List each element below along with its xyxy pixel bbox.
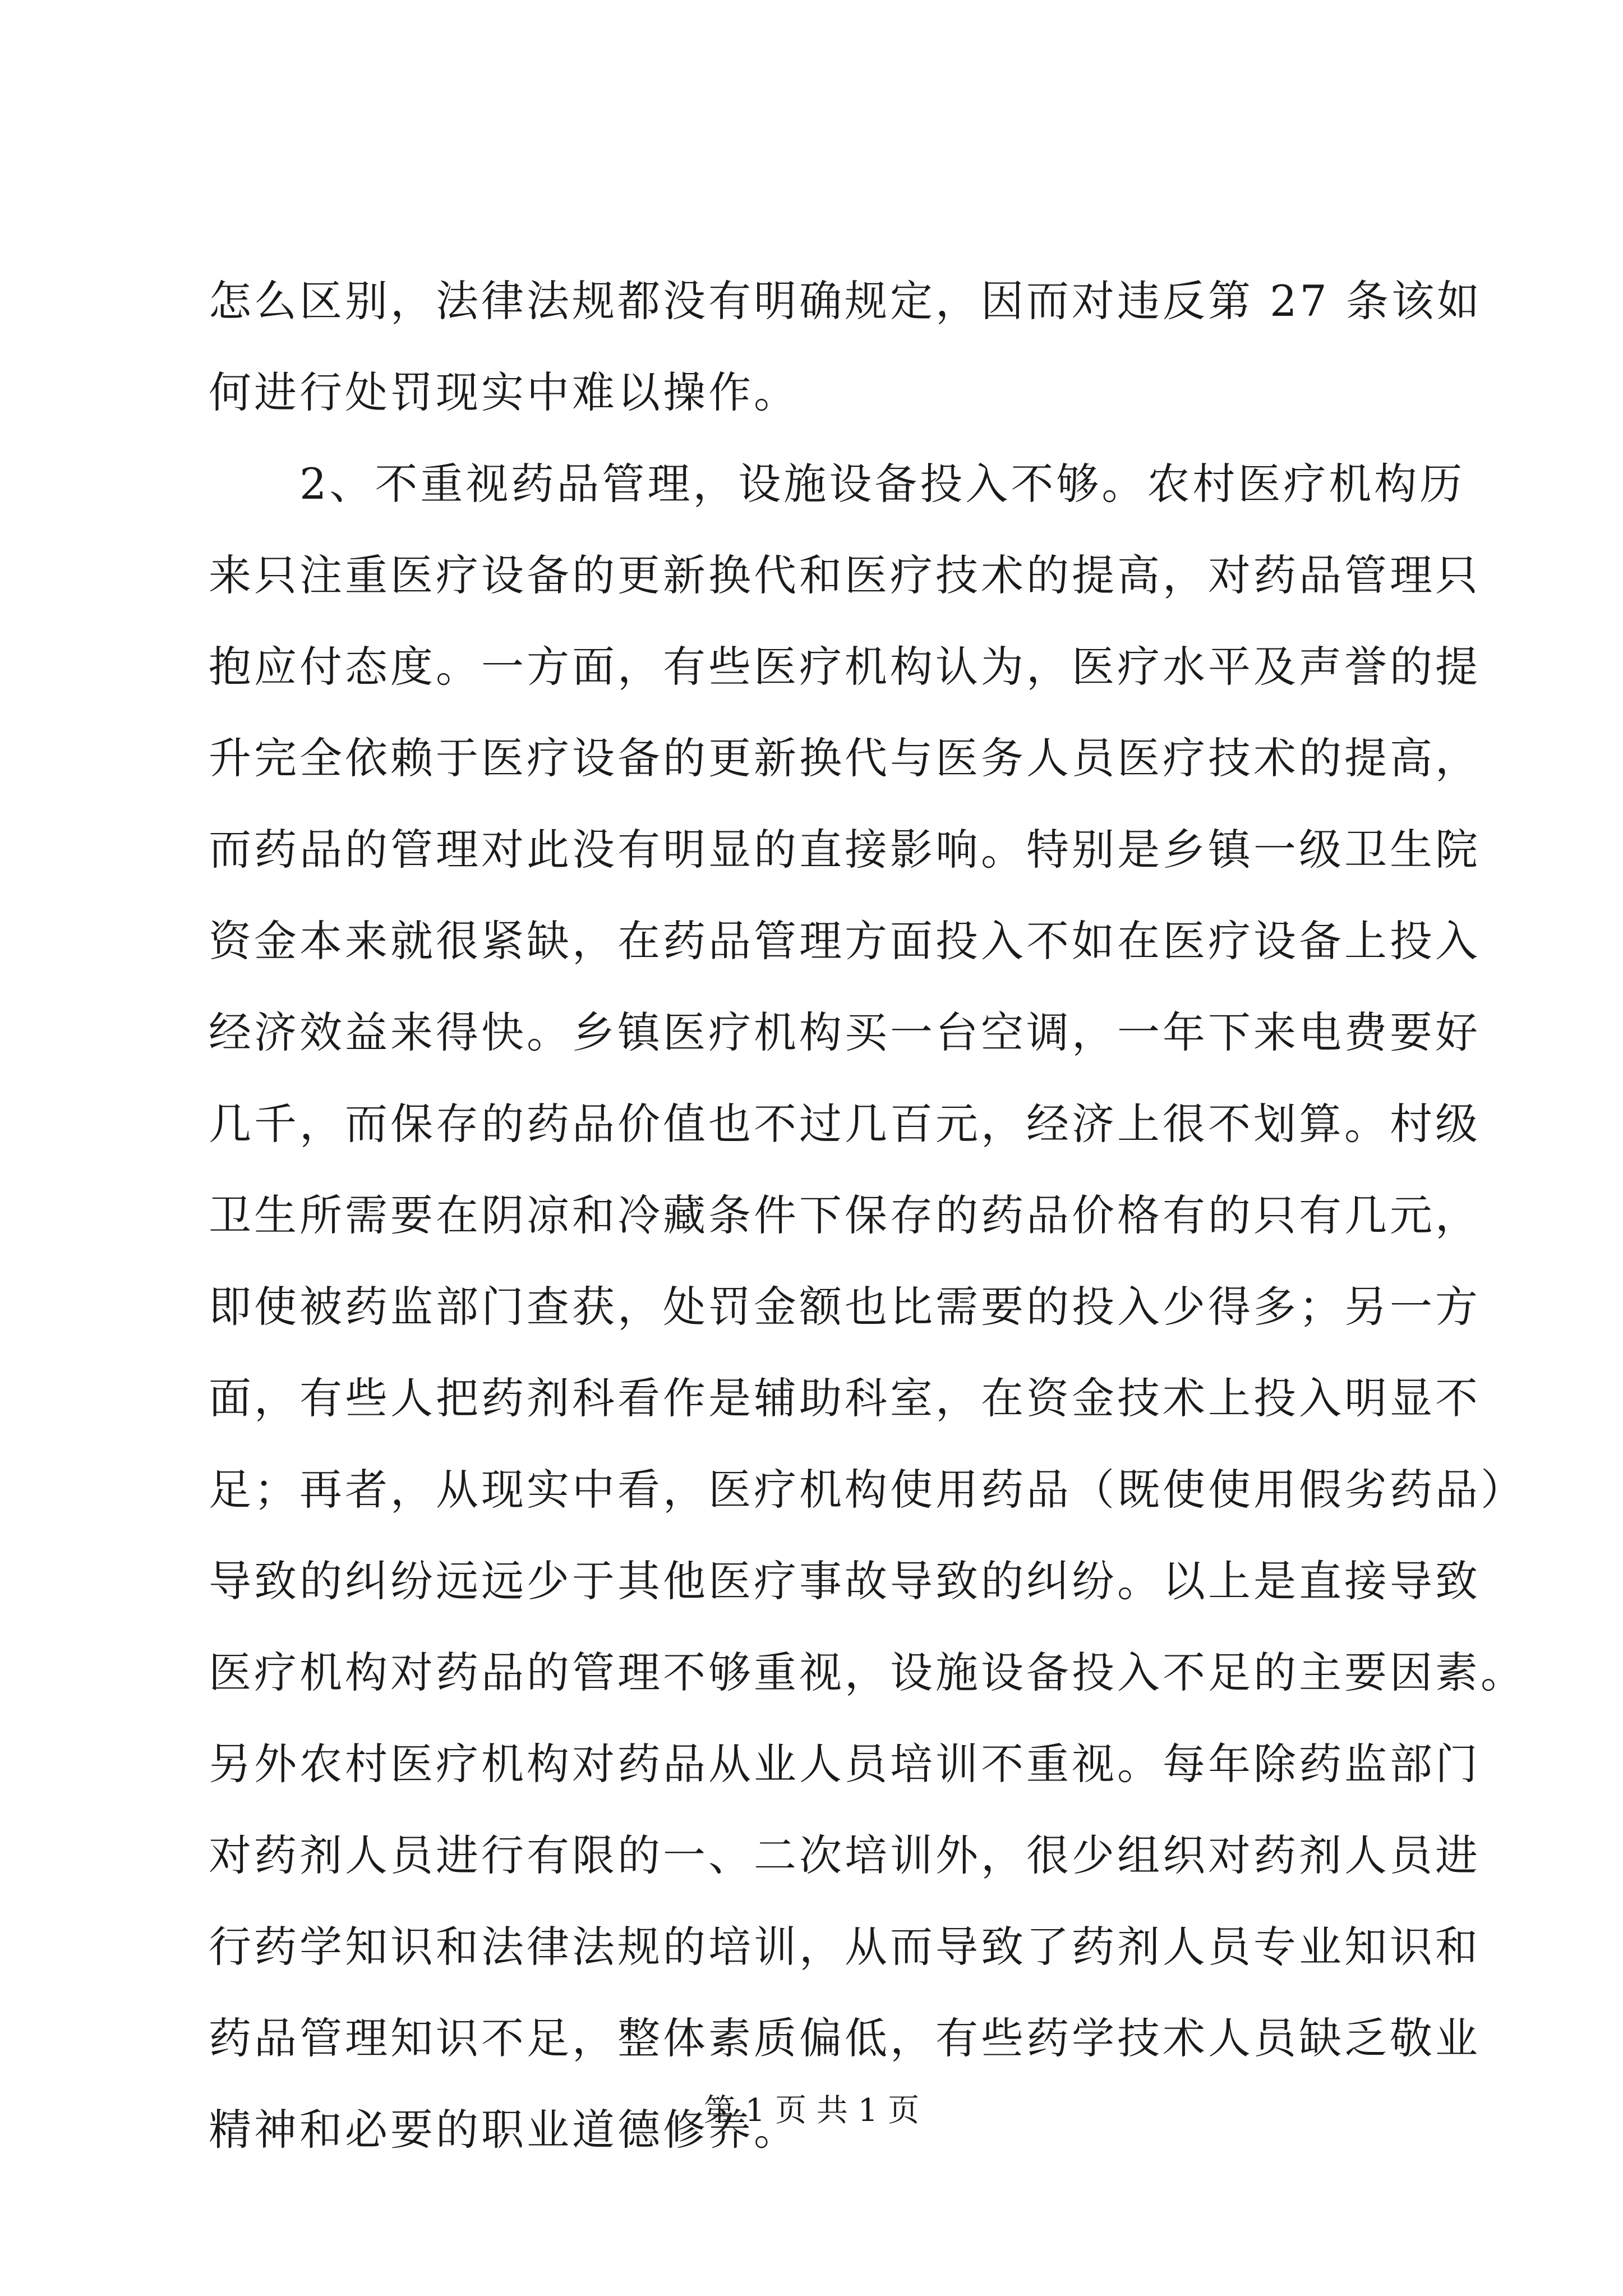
text-line: 来只注重医疗设备的更新换代和医疗技术的提高，对药品管理只	[209, 550, 1481, 600]
text-line: 升完全依赖于医疗设备的更新换代与医务人员医疗技术的提高，	[209, 733, 1481, 783]
text-line: 足；再者，从现实中看，医疗机构使用药品（既使使用假劣药品）	[209, 1465, 1526, 1515]
text-line: 而药品的管理对此没有明显的直接影响。特别是乡镇一级卫生院	[209, 825, 1481, 875]
text-line: 怎么区别，法律法规都没有明确规定，因而对违反第 27 条该如	[209, 276, 1483, 326]
text-line: 对药剂人员进行有限的一、二次培训外，很少组织对药剂人员进	[209, 1830, 1481, 1880]
text-line: 几千，而保存的药品价值也不过几百元，经济上很不划算。村级	[209, 1099, 1481, 1149]
text-line: 抱应付态度。一方面，有些医疗机构认为，医疗水平及声誉的提	[209, 642, 1481, 692]
text-line: 即使被药监部门查获，处罚金额也比需要的投入少得多；另一方	[209, 1282, 1481, 1332]
text-line: 精神和必要的职业道德修养。	[209, 2105, 799, 2155]
text-line: 2、不重视药品管理，设施设备投入不够。农村医疗机构历	[209, 459, 1465, 509]
text-line: 资金本来就很紧缺，在药品管理方面投入不如在医疗设备上投入	[209, 916, 1481, 966]
text-line: 行药学知识和法律法规的培训，从而导致了药剂人员专业知识和	[209, 1922, 1481, 1972]
text-line: 经济效益来得快。乡镇医疗机构买一台空调，一年下来电费要好	[209, 1007, 1481, 1057]
text-line: 导致的纠纷远远少于其他医疗事故导致的纠纷。以上是直接导致	[209, 1556, 1481, 1606]
text-line: 卫生所需要在阴凉和冷藏条件下保存的药品价格有的只有几元，	[209, 1190, 1481, 1240]
text-line: 药品管理知识不足，整体素质偏低，有些药学技术人员缺乏敬业	[209, 2013, 1481, 2063]
page-footer: 第 1 页 共 1 页	[703, 2092, 920, 2129]
text-line: 何进行处罚现实中难以操作。	[209, 367, 799, 417]
body-text	[209, 255, 1526, 2175]
text-line: 另外农村医疗机构对药品从业人员培训不重视。每年除药监部门	[209, 1739, 1481, 1789]
text-line: 医疗机构对药品的管理不够重视，设施设备投入不足的主要因素。	[209, 1648, 1526, 1697]
text-line: 面，有些人把药剂科看作是辅助科室，在资金技术上投入明显不	[209, 1373, 1481, 1423]
